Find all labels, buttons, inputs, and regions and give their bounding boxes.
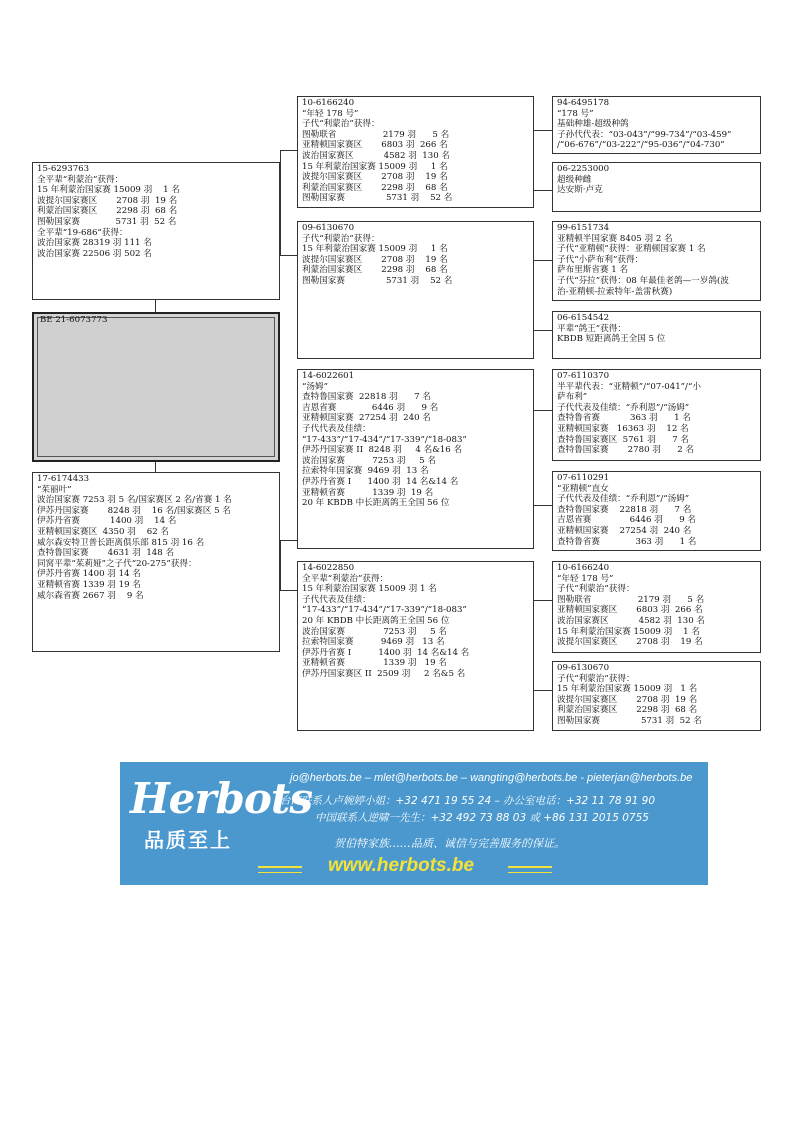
- dsd-box: [552, 471, 761, 551]
- ds-line: 亚精顿省赛 1339 羽 19 名: [302, 487, 434, 498]
- ds-line: “汤姆”: [302, 381, 328, 392]
- ss-line: 图勒国家赛 5731 羽 52 名: [302, 193, 453, 204]
- dam-line: 波治国家赛 7253 羽 5 名/国家赛区 2 名/省赛 1 名: [37, 495, 232, 506]
- sd-line: 子代“利蒙治”获得：: [302, 233, 380, 244]
- ddd-line: 波提尔国家赛区 2708 羽 19 名: [557, 694, 698, 705]
- ds-line: 波治国家赛 7253 羽 5 名: [302, 455, 436, 466]
- dd-line: 波治国家赛 7253 羽 5 名: [302, 626, 447, 637]
- ds-line: 吉恩省赛 6446 羽 9 名: [302, 402, 439, 413]
- photo-frame: [37, 317, 275, 457]
- dds-line: 图勒联省 2179 羽 5 名: [557, 594, 705, 605]
- dam-sire-box: [297, 369, 534, 549]
- dam-line: 亚精顿国家赛区 4350 羽 62 名: [37, 526, 170, 537]
- sss-line: 基础种雄-超级种鸽: [557, 119, 629, 130]
- dam-line: 威尔森省赛 2667 羽 9 名: [37, 590, 144, 601]
- dam-line: 威尔森安特卫普长距离俱乐部 815 羽 16 名: [37, 537, 205, 548]
- sire-line: 波治国家赛 22506 羽 502 名: [37, 248, 152, 259]
- dd-line: 子代代表及佳绩：: [302, 594, 371, 605]
- ds-line: “17-433”/“17-434”/“17-339”/“18-083”: [302, 434, 467, 445]
- ddd-line: 09-6130670: [557, 663, 610, 673]
- decorative-line: [258, 872, 302, 873]
- dsd-line: 亚精顿国家赛 27254 羽 240 名: [557, 525, 692, 536]
- sire-line: 15-6293763: [37, 164, 90, 174]
- dam-line: 伊苏丹省赛 1400 羽 14 名: [37, 516, 177, 527]
- herbots-logo: Herbots: [130, 774, 312, 823]
- dds-line: 10-6166240: [557, 563, 610, 573]
- sire-sire-box: [297, 96, 534, 208]
- sire-line: 图勒国家赛 5731 羽 52 名: [37, 216, 177, 227]
- ds-line: 伊苏丹省赛 I 1400 羽 14 名&14 名: [302, 476, 459, 487]
- connector-line: [534, 190, 552, 191]
- dds-line: “年轻 178 号”: [557, 573, 614, 584]
- dss-line: 查特鲁国家赛区 5761 羽 7 名: [557, 434, 689, 445]
- sdd-line: 平辈“鸽王”获得：: [557, 323, 626, 334]
- connector-line: [534, 505, 552, 506]
- ds-line: 查特鲁国家赛 22818 羽 7 名: [302, 392, 431, 403]
- dam-line: 亚精顿省赛 1339 羽 19 名: [37, 579, 141, 590]
- dam-line: 伊苏丹省赛 1400 羽 14 名: [37, 569, 141, 580]
- sds-line: 子代“小萨布利”获得：: [557, 254, 644, 265]
- dss-line: 查特鲁省赛 363 羽 1 名: [557, 413, 691, 424]
- decorative-line: [508, 866, 552, 868]
- connector-line: [534, 410, 552, 411]
- ddd-line: 利蒙治国家赛区 2298 羽 68 名: [557, 705, 698, 716]
- sds-line: 萨布里斯省赛 1 名: [557, 265, 629, 276]
- dss-line: 萨布利”: [557, 392, 588, 403]
- ss-line: 图勒联省 2179 羽 5 名: [302, 129, 450, 140]
- dds-box: [552, 561, 761, 653]
- ds-line: 亚精顿国家赛 27254 羽 240 名: [302, 413, 431, 424]
- banner-tagline: 贺伯特家族……品质、诚信与完善服务的保证。: [334, 837, 565, 850]
- decorative-line: [508, 872, 552, 873]
- decorative-line: [258, 866, 302, 868]
- sire-line: 波治国家赛 28319 羽 111 名: [37, 238, 152, 249]
- dd-line: 伊苏丹省赛 I 1400 羽 14 名&14 名: [302, 647, 470, 658]
- sds-line: 亚精顿半国家赛 8405 羽 2 名: [557, 233, 673, 244]
- ddd-line: 子代“利蒙治”获得：: [557, 673, 635, 684]
- dd-line: 亚精顿省赛 1339 羽 19 名: [302, 658, 447, 669]
- dam-box: [32, 472, 280, 652]
- sdd-box: [552, 311, 761, 359]
- dss-line: 07-6110370: [557, 371, 610, 381]
- ss-line: 波提尔国家赛区 2708 羽 19 名: [302, 172, 448, 183]
- sds-box: [552, 221, 761, 301]
- sire-line: 全平辈“利蒙治”获得：: [37, 174, 124, 185]
- sire-line: 15 年利蒙治国家赛 15009 羽 1 名: [37, 185, 180, 196]
- sss-line: 94-6495178: [557, 98, 610, 108]
- herbots-banner: [120, 762, 708, 885]
- ss-line: 波治国家赛区 4582 羽 130 名: [302, 150, 450, 161]
- sds-line: 子代“亚精顿”获得：亚精顿国家赛 1 名: [557, 244, 706, 255]
- dam-line: 17-6174433: [37, 474, 90, 484]
- dsd-line: 子代代表及佳绩：“乔利恩”/“汤姆”: [557, 494, 690, 505]
- dam-dam-box: [297, 561, 534, 731]
- sds-line: 治-亚精顿-拉索特年-盖雷秋赛): [557, 286, 673, 297]
- dam-line: “茱丽叶”: [37, 484, 72, 495]
- ss-line: 10-6166240: [302, 98, 355, 108]
- dd-line: 15 年利蒙治国家赛 15009 羽 1 名: [302, 584, 437, 595]
- sdd-line: KBDB 短距离鸽王全国 5 位: [557, 334, 666, 345]
- connector-line: [280, 590, 297, 591]
- ddd-line: 15 年利蒙治国家赛 15009 羽 1 名: [557, 684, 698, 695]
- dd-line: 20 年 KBDB 中长距离鸽王全国 56 位: [302, 615, 450, 626]
- ds-line: 子代代表及佳绩：: [302, 423, 371, 434]
- dd-line: “17-433”/“17-434”/“17-339”/“18-083”: [302, 605, 467, 616]
- ss-line: “年轻 178 号”: [302, 108, 359, 119]
- connector-line: [280, 255, 297, 256]
- dsd-line: 查特鲁国家赛 22818 羽 7 名: [557, 504, 692, 515]
- sss-line: 子孙代代表：“03-043”/“99-734”/“03-459”: [557, 129, 732, 140]
- subject-id: BE 21-6073773: [40, 315, 108, 325]
- ss-line: 15 年利蒙治国家赛 15009 羽 1 名: [302, 161, 448, 172]
- dds-line: 15 年利蒙治国家赛 15009 羽 1 名: [557, 626, 700, 637]
- connector-line: [534, 690, 552, 691]
- dss-line: 半平辈代表：“亚精顿”/“07-041”/“小: [557, 381, 701, 392]
- ddd-line: 图勒国家赛 5731 羽 52 名: [557, 715, 702, 726]
- banner-contact-china: 中国联系人逆啸一先生：+32 492 73 88 03 或 +86 131 2015 0755: [315, 812, 649, 824]
- ds-line: 14-6022601: [302, 371, 355, 381]
- sire-line: 波提尔国家赛区 2708 羽 19 名: [37, 195, 178, 206]
- connector-line: [534, 600, 552, 601]
- sds-line: 子代“芬拉”获得：08 年最佳老鸽—一岁鸽(波: [557, 275, 729, 286]
- dd-line: 拉索特国家赛 9469 羽 13 名: [302, 637, 445, 648]
- sd-line: 波提尔国家赛区 2708 羽 19 名: [302, 254, 448, 265]
- connector-line: [280, 540, 281, 590]
- sss-line: “178 号”: [557, 108, 594, 119]
- dsd-line: 查特鲁省赛 363 羽 1 名: [557, 536, 697, 547]
- ss-line: 子代“利蒙治”获得：: [302, 119, 380, 130]
- dsd-line: “亚精顿”直女: [557, 483, 609, 494]
- connector-line: [155, 300, 156, 312]
- ddd-box: [552, 661, 761, 731]
- dss-line: 查特鲁国家赛 2780 羽 2 名: [557, 445, 695, 456]
- dds-line: 波提尔国家赛区 2708 羽 19 名: [557, 637, 703, 648]
- ds-line: 20 年 KBDB 中长距离鸽王全国 56 位: [302, 498, 450, 509]
- dam-line: 同窝平辈“茱莉娅”之子代“20-275”获得：: [37, 558, 197, 569]
- sss-box: [552, 96, 761, 154]
- dss-box: [552, 369, 761, 461]
- dds-line: 亚精顿国家赛区 6803 羽 266 名: [557, 605, 703, 616]
- banner-contact-taiwan: 台湾联系人卢婉婷小姐：+32 471 19 55 24 – 办公室电话：+32 11 78 91 90: [280, 795, 656, 807]
- connector-line: [534, 130, 552, 131]
- connector-line: [534, 260, 552, 261]
- sss-line: /“06-676”/“03-222”/“95-036”/“04-730”: [557, 140, 725, 151]
- connector-line: [155, 462, 156, 472]
- ds-line: 伊苏丹国家赛 II 8248 羽 4 名&16 名: [302, 445, 463, 456]
- sds-line: 99-6151734: [557, 223, 610, 233]
- dss-line: 亚精顿国家赛 16363 羽 12 名: [557, 423, 689, 434]
- dss-line: 子代代表及佳绩：“乔利恩”/“汤姆”: [557, 402, 690, 413]
- ssd-line: 超级种雌: [557, 174, 592, 185]
- sd-line: 09-6130670: [302, 223, 355, 233]
- dd-line: 14-6022850: [302, 563, 355, 573]
- sire-box: [32, 162, 280, 300]
- ss-line: 亚精顿国家赛区 6803 羽 266 名: [302, 140, 448, 151]
- dam-line: 伊苏丹国家赛 8248 羽 16 名/国家赛区 5 名: [37, 505, 231, 516]
- ds-line: 拉索特年国家赛 9469 羽 13 名: [302, 466, 429, 477]
- ssd-line: 06-2253000: [557, 164, 610, 174]
- connector-line: [534, 330, 552, 331]
- connector-line: [280, 540, 297, 541]
- sire-line: 全平辈“19-686”获得：: [37, 227, 128, 238]
- dsd-line: 07-6110291: [557, 473, 610, 483]
- banner-slogan: 品质至上: [144, 828, 232, 852]
- connector-line: [280, 150, 281, 255]
- dds-line: 子代“利蒙治”获得：: [557, 584, 635, 595]
- dam-line: 查特鲁国家赛 4631 羽 148 名: [37, 548, 175, 559]
- sire-dam-box: [297, 221, 534, 359]
- sdd-line: 06-6154542: [557, 313, 610, 323]
- sd-line: 图勒国家赛 5731 羽 52 名: [302, 275, 453, 286]
- banner-emails[interactable]: jo@herbots.be – mlet@herbots.be – wangting@herbots.be - pieterjan@herbots.be: [290, 772, 693, 784]
- ss-line: 利蒙治国家赛区 2298 羽 68 名: [302, 182, 448, 193]
- ssd-box: [552, 162, 761, 212]
- ssd-line: 达安斯·卢克: [557, 185, 603, 196]
- dd-line: 伊苏丹国家赛区 II 2509 羽 2 名&5 名: [302, 668, 466, 679]
- sd-line: 15 年利蒙治国家赛 15009 羽 1 名: [302, 244, 448, 255]
- dsd-line: 吉恩省赛 6446 羽 9 名: [557, 515, 696, 526]
- subject-photo: [32, 312, 280, 462]
- website-link[interactable]: www.herbots.be: [328, 855, 475, 876]
- dd-line: 全平辈“利蒙治”获得：: [302, 573, 389, 584]
- sire-line: 利蒙治国家赛区 2298 羽 68 名: [37, 206, 178, 217]
- sd-line: 利蒙治国家赛区 2298 羽 68 名: [302, 265, 448, 276]
- dds-line: 波治国家赛区 4582 羽 130 名: [557, 615, 705, 626]
- connector-line: [280, 150, 297, 151]
